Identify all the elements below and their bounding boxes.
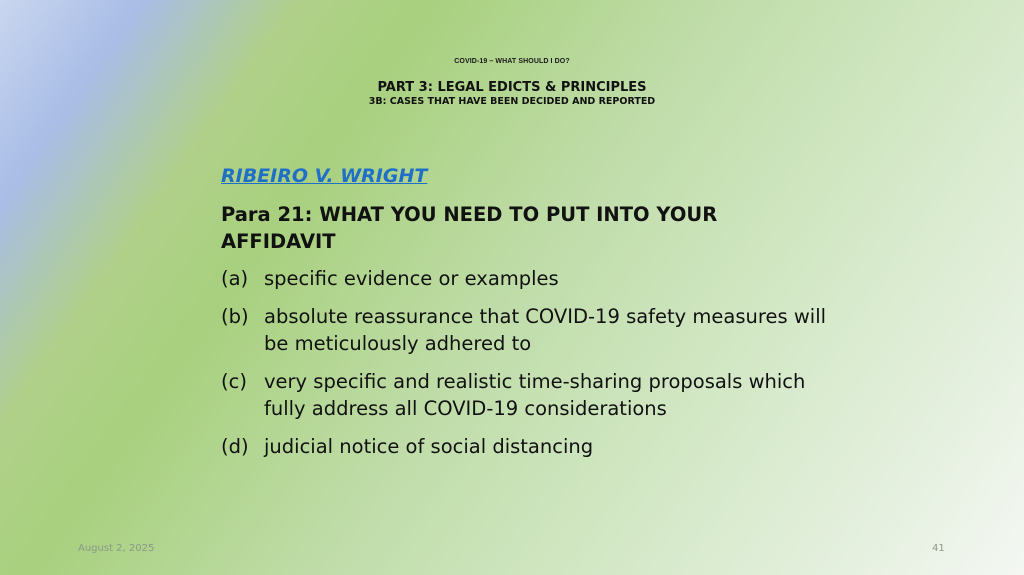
- list-item: [221, 433, 841, 460]
- list-item-text: specific evidence or examples: [264, 267, 559, 290]
- slide-kicker: COVID-19 – WHAT SHOULD I DO?: [454, 58, 570, 65]
- list-item-letter: (a): [221, 267, 249, 290]
- case-link[interactable]: RIBEIRO V. WRIGHT: [221, 165, 428, 187]
- requirements-list: [221, 265, 841, 460]
- list-item-letter: (c): [221, 370, 247, 393]
- list-item-letter: (d): [221, 435, 249, 458]
- list-item: [221, 265, 841, 292]
- slide-body: [221, 162, 841, 471]
- list-item: [221, 303, 841, 357]
- list-item: [221, 368, 841, 422]
- para-heading: Para 21: WHAT YOU NEED TO PUT INTO YOUR AFFIDAVIT: [221, 203, 718, 253]
- list-item-letter: (b): [221, 305, 249, 328]
- list-item-text: very specific and realistic time-sharing proposals which fully address all COVID-19 considerations: [264, 370, 806, 420]
- page-number: 41: [932, 543, 945, 554]
- list-item-text: absolute reassurance that COVID-19 safety measures will be meticulously adhered to: [264, 305, 827, 355]
- slide-subtitle: 3B: CASES THAT HAVE BEEN DECIDED AND REPORTED: [368, 96, 656, 107]
- list-item-text: judicial notice of social distancing: [264, 435, 594, 458]
- footer-date: August 2, 2025: [78, 543, 155, 554]
- slide-title: PART 3: LEGAL EDICTS & PRINCIPLES: [377, 80, 647, 95]
